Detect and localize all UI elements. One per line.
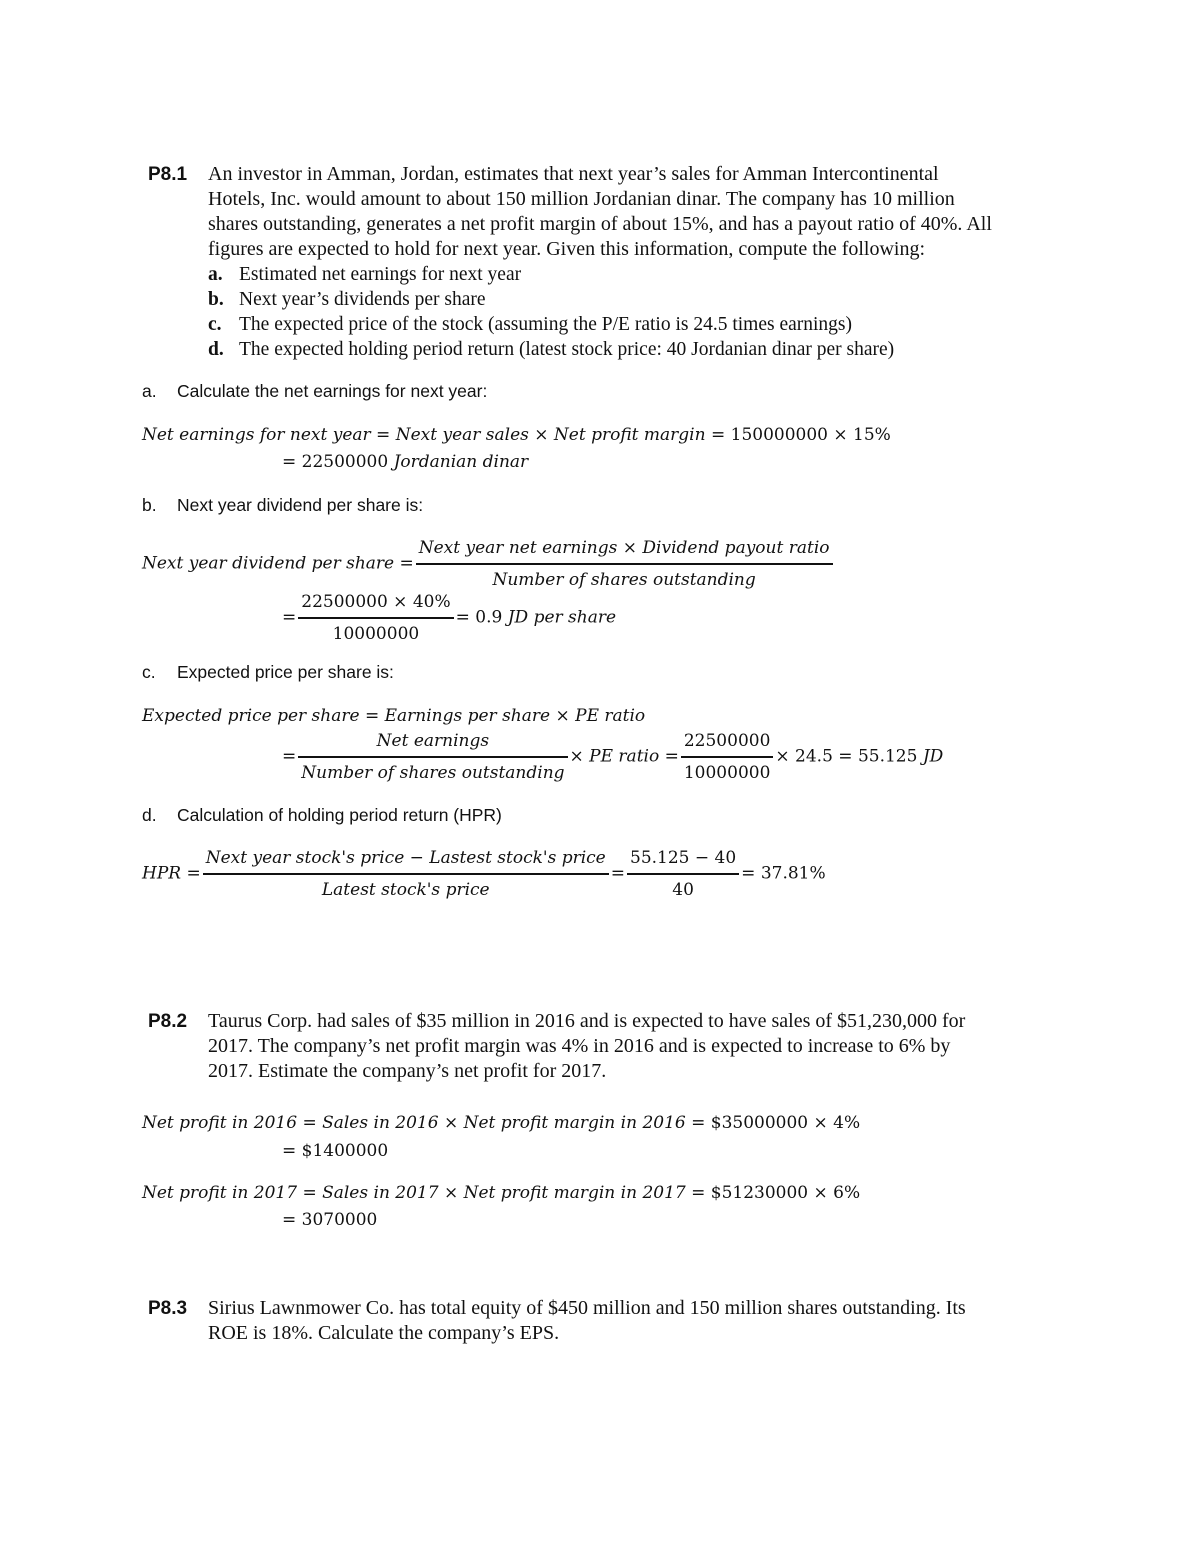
equation-net-earnings-result [282,452,528,472]
fraction-numerator: 55.125 − 40 [627,846,739,875]
equation-dividend-per-share [142,536,835,592]
fraction-denominator: Latest stock's price [321,880,490,900]
sub-question-list [208,262,998,362]
result-value: = $1400000 [282,1141,389,1161]
equation-expected-price-result [282,729,943,785]
section-marker: d. [142,805,157,825]
equation-line: Expected price per share = Earnings per share × PE ratio [142,706,646,726]
result-unit: Jordanian dinar [388,452,529,472]
equation-expected-price [142,706,645,726]
section-heading: Calculate the net earnings for next year: [177,381,488,401]
section-heading: Calculation of holding period return (HPR) [177,805,502,825]
sub-question-text: Estimated net earnings for next year [239,264,522,285]
result-value: = 3070000 [282,1210,378,1230]
answer-b-heading [142,495,423,516]
fraction [681,729,774,785]
sub-question [208,287,998,312]
fraction-denominator: 10000000 [683,763,771,783]
equation-lhs: HPR = [142,863,201,884]
problem-statement: An investor in Amman, Jordan, estimates that next year’s sales for Amman Intercontinental Hotels, Inc. would amount to about 150 million Jordanian dinar. The company has 10 million shares outstanding, generates a net profit margin of about 15%, and has a payout ratio of 40%. All figures are expected to hold for next year. Given this information, compute the following: [208,163,992,260]
fraction-numerator: Next year net earnings × Dividend payout ratio [416,536,833,565]
equation-lhs: Net profit in 2017 = Sales in 2017 × Net profit margin in 2017 = [142,1183,711,1203]
answer-a-heading [142,381,487,402]
equation-net-profit-2017 [142,1183,860,1203]
equation-rhs: $35000000 × 4% [710,1113,861,1133]
section-heading: Next year dividend per share is: [177,495,424,515]
equals-sign: = [282,452,302,472]
equation-lhs: Net profit in 2016 = Sales in 2016 × Net profit margin in 2016 = [142,1113,711,1133]
sub-question-text: The expected price of the stock (assuming the P/E ratio is 24.5 times earnings) [239,314,853,335]
sub-question-label: c. [208,314,222,335]
equation-dividend-per-share-result [282,590,616,646]
fraction [416,536,833,592]
problem-number: P8.1 [148,164,188,185]
section-heading: Expected price per share is: [177,662,394,682]
fraction [627,846,739,902]
result-unit: JD [917,746,944,767]
equation-rhs: $51230000 × 6% [710,1183,861,1203]
fraction-numerator: Net earnings [298,729,567,758]
fraction-denominator: 40 [672,880,694,900]
sub-question-text: Next year’s dividends per share [239,289,486,310]
fraction-denominator: Number of shares outstanding [301,763,565,783]
sub-question [208,312,998,337]
answer-c-heading [142,662,394,683]
equation-lhs: Net earnings for next year = Next year sales × Net profit margin = [142,425,731,445]
fraction-numerator: 22500000 [681,729,774,758]
fraction [298,590,453,646]
problem-statement: Sirius Lawnmower Co. has total equity of $450 million and 150 million shares outstanding. Its ROE is 18%. Calculate the company’s EPS. [208,1297,966,1344]
problem-statement: Taurus Corp. had sales of $35 million in 2016 and is expected to have sales of $51,230,000 for 2017. The company’s net profit margin was 4% in 2016 and is expected to increase to 6% by 2017. Estimate the company’s net profit for 2017. [208,1010,966,1082]
equation-hpr [142,846,826,902]
result-value: = 0.9 [455,607,503,628]
result-value: = 37.81% [741,863,826,884]
result-value: 22500000 [301,452,389,472]
fraction [203,846,609,902]
sub-question [208,262,998,287]
sub-question-text: The expected holding period return (latest stock price: 40 Jordanian dinar per share) [239,339,895,360]
fraction-numerator: 22500000 × 40% [298,590,453,619]
problem-text-block [208,162,998,362]
problem-number: P8.2 [148,1011,188,1032]
section-marker: c. [142,662,156,682]
sub-question [208,337,998,362]
problem-text-block [208,1009,998,1084]
problem-text-block [208,1296,998,1346]
equation-net-earnings [142,425,891,445]
equals-sign: = [610,863,625,884]
sub-question-label: b. [208,289,224,310]
fraction-denominator: 10000000 [332,624,420,644]
sub-question-label: d. [208,339,224,360]
section-marker: a. [142,381,157,401]
fraction-numerator: Next year stock's price − Lastest stock's price [203,846,609,875]
equation-net-profit-2016 [142,1113,860,1133]
equation-net-profit-2016-result [282,1141,388,1161]
equals-sign: = [282,746,297,767]
fraction [298,729,567,785]
answer-d-heading [142,805,502,826]
problem-number: P8.3 [148,1298,188,1319]
result-value: × 24.5 = 55.125 [775,746,918,767]
sub-question-label: a. [208,264,223,285]
equation-middle: × PE ratio = [569,746,679,767]
equation-rhs: 150000000 × 15% [730,425,891,445]
section-marker: b. [142,495,157,515]
equation-lhs: Next year dividend per share = [142,553,414,574]
result-unit: JD per share [502,607,617,628]
fraction-denominator: Number of shares outstanding [492,570,756,590]
equals-sign: = [282,607,297,628]
equation-net-profit-2017-result [282,1210,377,1230]
